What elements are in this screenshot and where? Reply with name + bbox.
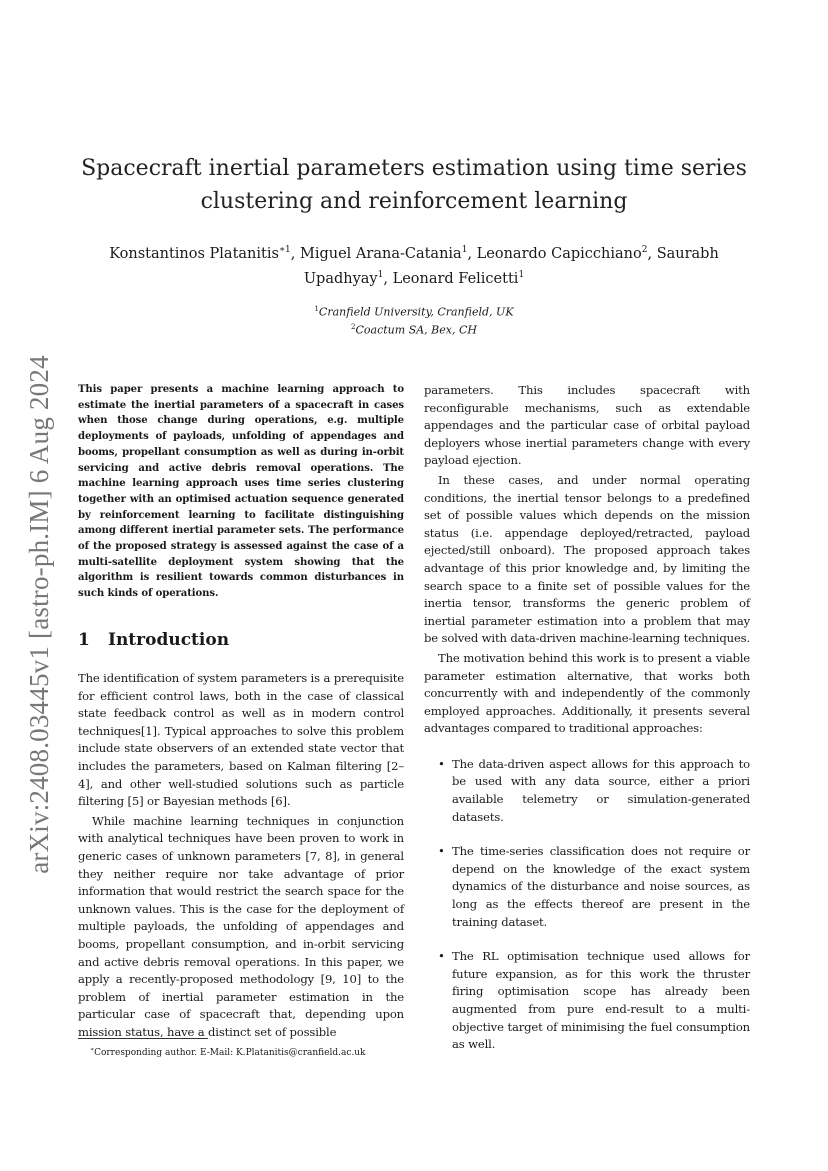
footnote-mark: ∗ (90, 1046, 95, 1053)
title-line: Spacecraft inertial parameters estimation using time series (81, 156, 747, 181)
abstract: This paper presents a machine learning approach to estimate the inertial parameters of a spacecraft in cases when those change during operations, e.g. multiple deployments of payloads, unfolding of appendages and booms, propellant consumption as well as during in-orbit servicing and active debris removal operations. The machine learning approach uses time series clustering together with an optimised actuation sequence generated by reinforcement learning to facilitate distinguishing among different inertial parameter sets. The performance of the proposed strategy is assessed against the case of a multi-satellite deployment system showing that the algorithm is resilient towards common disturbances in such kinds of operations. (78, 384, 404, 600)
title-line: clustering and reinforcement learning (200, 189, 628, 214)
author-affil-mark: 1 (518, 269, 525, 280)
affiliation-mark: 1 (314, 305, 319, 313)
affiliation-mark: 2 (351, 322, 356, 331)
affiliation-text: Coactum SA, Bex, CH (355, 323, 477, 337)
list-item (424, 948, 750, 1054)
body-paragraph: The motivation behind this work is to present a viable parameter estimation alternative, that works both concurrently with and independently of the commonly employed approaches. Additionally, it presents several advantages compared to traditional approaches: (424, 650, 750, 736)
affiliation-line (200, 320, 628, 338)
footnote (90, 1044, 410, 1059)
author-affil-mark: 2 (641, 245, 648, 255)
affiliation-line (200, 302, 628, 320)
affiliation-text: Cranfield University, Cranfield, UK (318, 305, 514, 319)
footnote-rule (78, 1038, 208, 1039)
author-affil-mark: ∗1 (278, 245, 291, 255)
right-column-body (424, 382, 750, 1071)
list-item-text: The RL optimisation technique used allows for future expansion, as for this work the thruster firing optimisation scope has already been augmented from pure end-result to a multi-objective target of minimising the fuel consumption as well. (452, 949, 750, 1052)
body-paragraph: The identification of system parameters is a prerequisite for efficient control laws, both in the case of classical state feedback control as well as in modern control techniques[1]. Typical approaches to solve this problem include state observers of an extended state vector that includes the parameters, based on Kalman filtering [2–4], and other well-studied solutions such as particle filtering [5] or Bayesian methods [6]. (78, 671, 404, 809)
bullet-icon: • (438, 844, 445, 859)
list-item (424, 756, 750, 826)
author-name: Leonardo Capicchiano (476, 245, 642, 262)
arxiv-identifier (22, 342, 56, 886)
author-name: Miguel Arana-Catania (300, 245, 462, 262)
author-affil-mark: 1 (377, 269, 384, 280)
affiliations (200, 302, 628, 337)
section-heading (78, 630, 404, 650)
list-item (424, 843, 750, 931)
body-paragraph: parameters. This includes spacecraft with reconfigurable mechanisms, such as extendable appendages and the particular case of orbital payload deployers whose inertial parameters change with every payload ejection. (424, 383, 750, 468)
footnote-text: Corresponding author. E-Mail: K.Platanitis@cranfield.ac.uk (94, 1048, 366, 1058)
list-item-text: The time-series classification does not require or depend on the knowledge of the exact system dynamics of the disturbance and noise sources, as long as the effects thereof are present in the training dataset. (452, 844, 750, 929)
paper-title (70, 152, 758, 218)
author-name: Leonard Felicetti (392, 270, 519, 287)
author-affil-mark: 1 (461, 245, 468, 255)
section-title: Introduction (108, 630, 230, 650)
body-paragraph: In these cases, and under normal operating conditions, the inertial tensor belongs to a predefined set of possible values which depends on the mission status (i.e. appendage deployed/retracted, payload ejected/still onboard). The proposed approach takes advantage of this prior knowledge and, by limiting the search space to a finite set of possible values for the inertia tensor, transforms the generic problem of inertial parameter estimation into a problem that may be solved with data-driven machine-learning techniques. (424, 472, 751, 646)
section-number: 1 (78, 630, 90, 650)
bullet-icon: • (438, 949, 445, 964)
left-column-body (78, 670, 404, 1041)
list-item-text: The data-driven aspect allows for this approach to be used with any data source, either a priori available telemetry or simulation-generated datasets. (452, 756, 750, 824)
author-name: Konstantinos Platanitis (109, 245, 279, 262)
bullet-icon: • (438, 756, 445, 771)
arxiv-identifier-text: arXiv:2408.03445v1 [astro-ph.IM] 6 Aug 2024 (23, 354, 54, 874)
author-list: Konstantinos Platanitis$^{∗1}$, Miguel Arana-Catania$^1$, Leonardo Capicchiano$^2$, Saurabh Upadhyay$^1$, Leonard Felicetti$^1$ (109, 245, 719, 287)
author-name: Saurabh Upadhyay (303, 245, 719, 287)
advantages-list (424, 756, 750, 1054)
body-paragraph: While machine learning techniques in conjunction with analytical techniques have been proven to work in generic cases of unknown parameters [7, 8], in general they neither require nor take advantage of prior information that would restrict the search space for the unknown values. This is the case for the deployment of multiple payloads, the unfolding of appendages and booms, propellant consumption, and in-orbit servicing and active debris removal operations. In this paper, we apply a recently-proposed methodology [9, 10] to the problem of inertial parameter estimation in the particular case of spacecraft that, depending upon mission status, have a distinct set of possible (78, 813, 404, 1039)
